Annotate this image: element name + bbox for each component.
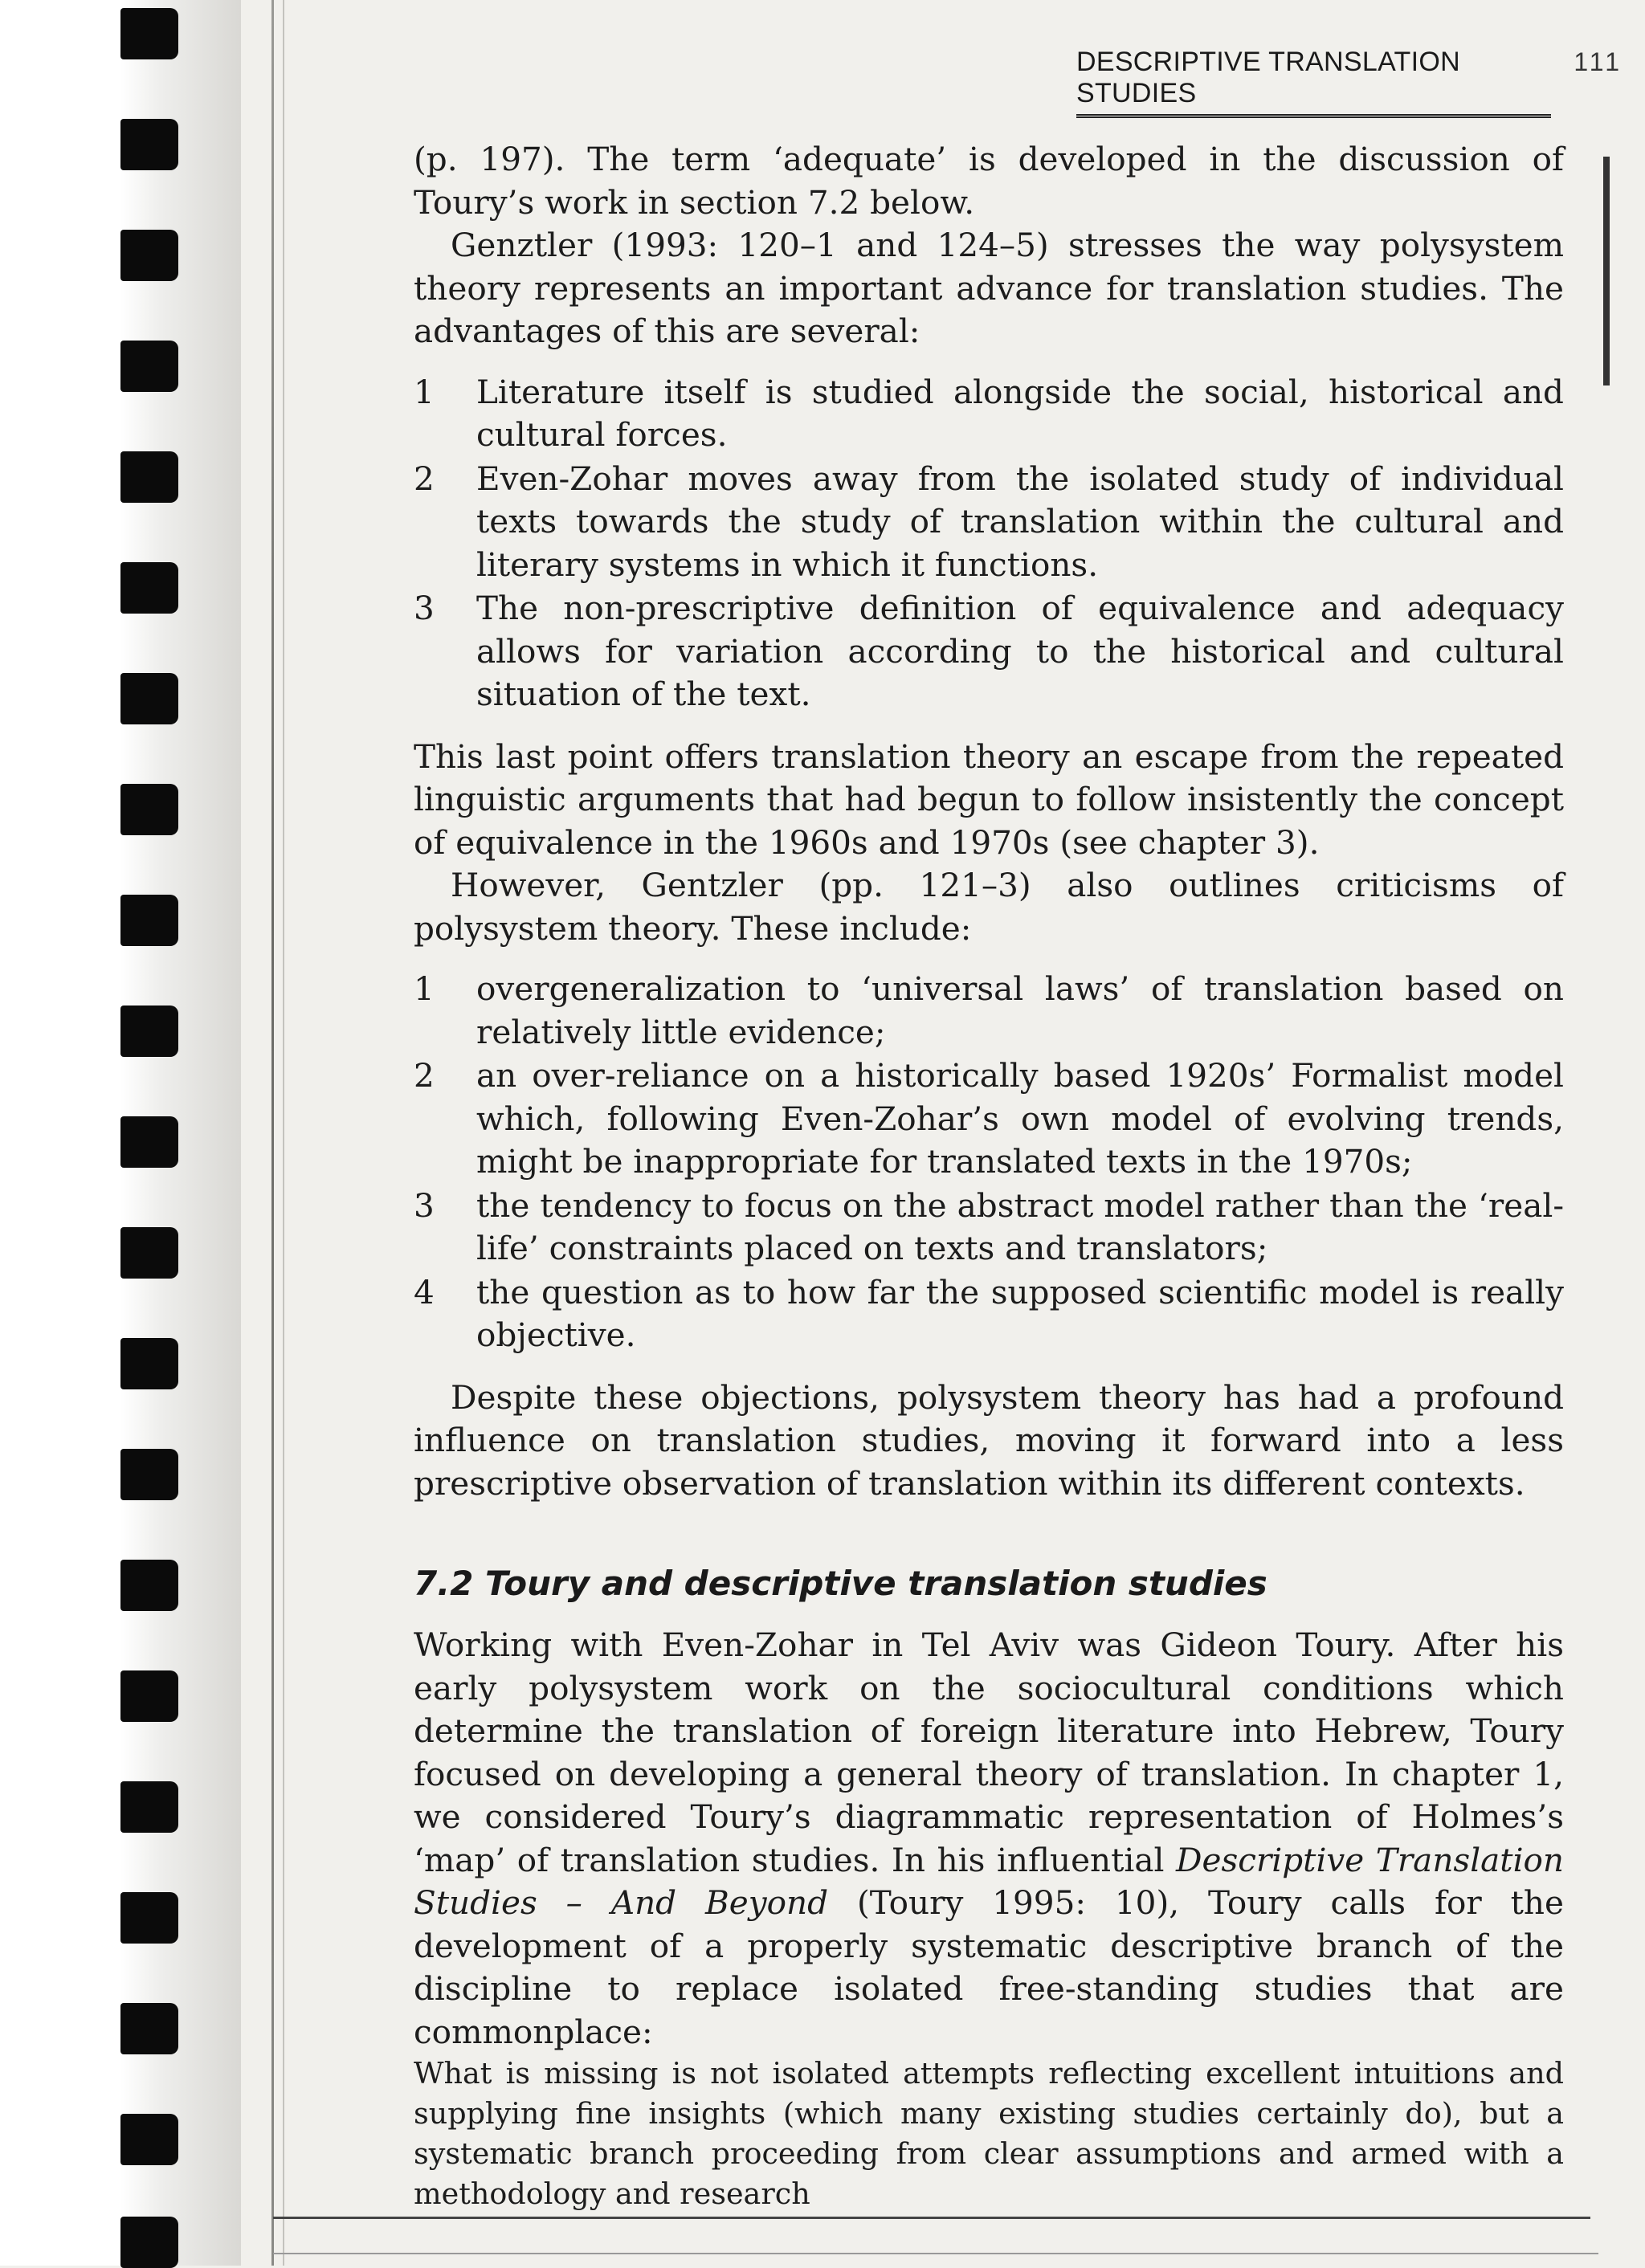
list-item — [414, 458, 1564, 587]
paragraph-text: (Toury 1995: 10), Toury calls for the development of a properly systematic descriptive branch of the discipline to replace isolated free-standing studies that are commonplace: — [414, 1883, 1564, 2051]
page-gutter-edge — [283, 0, 284, 2266]
binding-hole — [120, 341, 178, 392]
list-text: Literature itself is studied alongside the social, historical and cultural forces. — [476, 372, 1564, 454]
page-number: 111 — [1574, 47, 1623, 76]
paragraph: (p. 197). The term ‘adequate’ is developed in the discussion of Toury’s work in section 7.2 below. — [414, 140, 1564, 222]
binding-hole — [120, 673, 178, 724]
binding-hole — [120, 8, 178, 59]
binding-hole — [120, 1892, 178, 1944]
list-text: an over-reliance on a historically based 1920s’ Formalist model which, following Even-Zohar’s own model of evolving trends, might be inappropriate for translated texts in the 1970s; — [476, 1056, 1564, 1181]
binding-hole — [120, 1006, 178, 1057]
list-item — [414, 1185, 1564, 1271]
section-heading: 7.2 Toury and descriptive translation studies — [414, 1564, 1267, 1603]
paragraph: This last point offers translation theory an escape from the repeated linguistic arguments that had begun to follow insistently the concept of equivalence in the 1960s and 1970s (see chapter 3). — [414, 736, 1564, 862]
binding-hole — [120, 2003, 178, 2054]
paragraph: Genztler (1993: 120–1 and 124–5) stresses the way polysystem theory represents an important advance for translation studies. The advantages of this are several: — [414, 226, 1564, 350]
binding-hole — [120, 119, 178, 170]
paragraph: Despite these objections, polysystem theory has had a profound influence on translation studies, moving it forward into a less prescriptive observation of translation within its different contexts. — [414, 1377, 1564, 1503]
list-number: 4 — [414, 1272, 435, 1311]
list-item — [414, 1271, 1564, 1357]
list-item — [414, 968, 1564, 1054]
page-gutter-edge — [271, 0, 274, 2266]
book-title: Descriptive Translation Studies – And Beyond — [414, 1840, 1564, 1922]
margin-bar — [1603, 157, 1610, 385]
list-number: 3 — [414, 589, 435, 627]
binding-hole — [120, 2114, 178, 2165]
criticisms-list — [414, 968, 1564, 1357]
list-number: 1 — [414, 969, 435, 1008]
binding-hole — [120, 1338, 178, 1389]
list-text: the tendency to focus on the abstract model rather than the ‘real-life’ constraints placed on texts and translators; — [476, 1185, 1564, 1267]
paragraph — [414, 1624, 1564, 2054]
block-quote: What is missing is not isolated attempts reflecting excellent intuitions and supplying fine insights (which many existing studies certainly do), but a systematic branch proceeding from clear assumptions and armed with a methodology and research — [414, 2056, 1564, 2211]
spiral-binding — [0, 0, 241, 2266]
advantages-list — [414, 371, 1564, 716]
binding-hole — [120, 895, 178, 946]
binding-hole — [120, 562, 178, 614]
running-head — [1076, 47, 1623, 118]
list-number: 3 — [414, 1185, 435, 1225]
binding-hole — [120, 1116, 178, 1168]
list-item — [414, 587, 1564, 716]
binding-hole — [120, 230, 178, 281]
list-text: the question as to how far the supposed scientific model is really objective. — [476, 1272, 1564, 1354]
binding-hole — [120, 1449, 178, 1500]
binding-hole — [120, 1781, 178, 1833]
list-text: Even-Zohar moves away from the isolated study of individual texts towards the study of translation within the cultural and literary systems in which it functions. — [476, 459, 1564, 584]
binding-hole — [120, 1227, 178, 1279]
list-number: 2 — [414, 459, 435, 498]
list-number: 1 — [414, 372, 435, 411]
paragraph-text: Working with Even-Zohar in Tel Aviv was Gideon Toury. After his early polysystem work on the sociocultural conditions which determine the translation of foreign literature into Hebrew, Toury focused on developing a general theory of translation. In chapter 1, we considered Toury’s diagrammatic representation of Holmes’s ‘map’ of translation studies. In his influential — [414, 1626, 1564, 1879]
list-text: overgeneralization to ‘universal laws’ of translation based on relatively little evidence; — [476, 969, 1564, 1051]
binding-hole — [120, 784, 178, 835]
list-text: The non-prescriptive definition of equivalence and adequacy allows for variation according to the historical and cultural situation of the text. — [476, 589, 1564, 713]
page-bottom-edge — [273, 2253, 1598, 2254]
page-bottom-edge — [273, 2217, 1590, 2219]
list-number: 2 — [414, 1056, 435, 1095]
binding-hole — [120, 451, 178, 503]
page-body — [414, 138, 1564, 2214]
binding-hole — [120, 1670, 178, 1722]
binding-hole — [120, 2217, 178, 2268]
paragraph: However, Gentzler (pp. 121–3) also outlines criticisms of polysystem theory. These include: — [414, 866, 1564, 948]
binding-hole — [120, 1560, 178, 1611]
list-item — [414, 371, 1564, 457]
running-title: DESCRIPTIVE TRANSLATION STUDIES — [1076, 47, 1551, 118]
list-item — [414, 1054, 1564, 1184]
